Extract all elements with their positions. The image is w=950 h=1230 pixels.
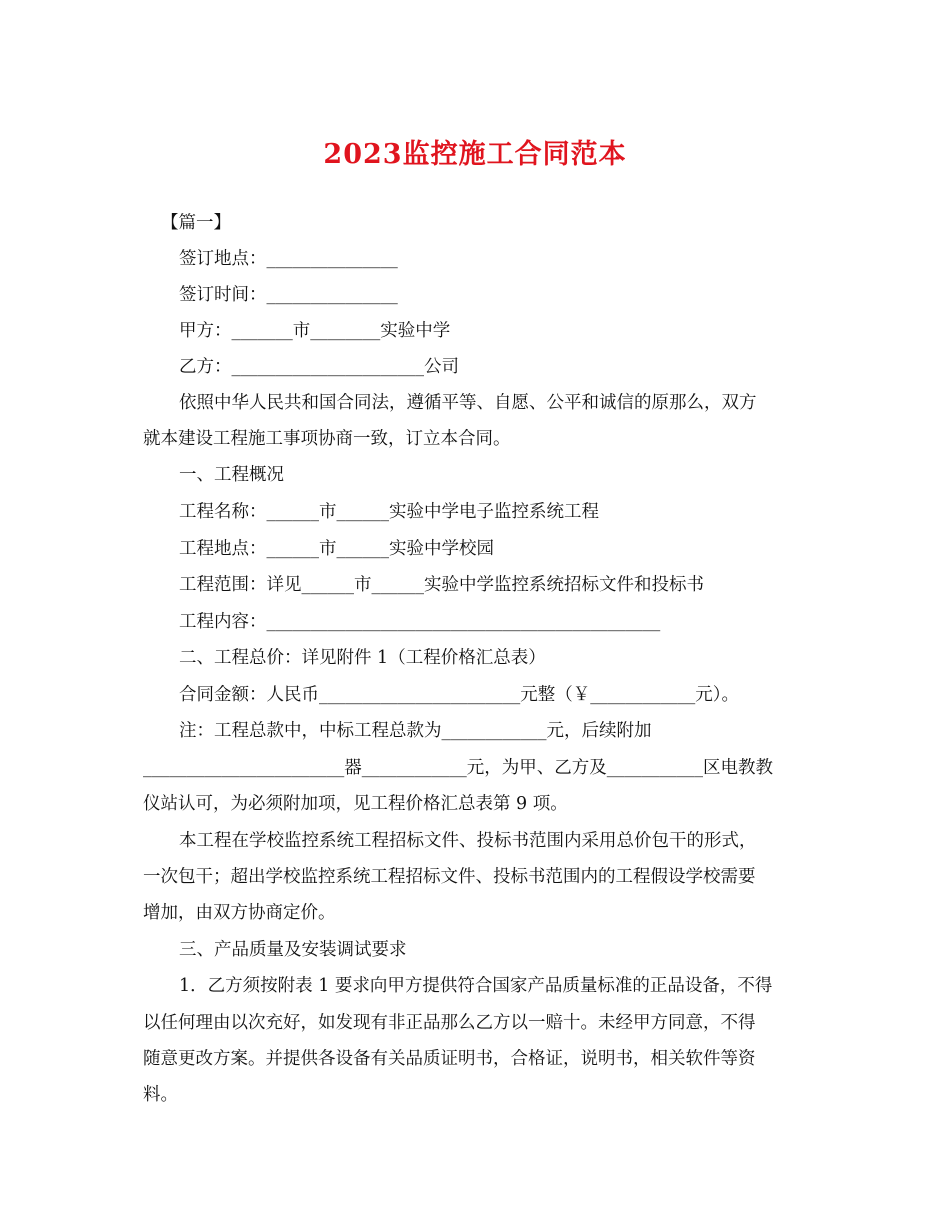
party-a-line: 甲方：_______市________实验中学 [179,321,451,341]
note-line-2: _______________________器____________元，为甲、乙方及___________区电教教 [143,758,773,778]
section-label: 【篇一】 [161,213,231,233]
intro-paragraph-line-2: 就本建设工程施工事项协商一致，订立本合同。 [143,429,511,449]
item-1-line-4: 料。 [143,1085,178,1105]
lump-sum-line-2: 一次包干；超出学校监控系统工程招标文件、投标书范围内的工程假设学校需要 [143,867,756,887]
project-content-line: 工程内容：_____________________________________________ [179,612,661,632]
note-line-3: 仪站认可，为必须附加项，见工程价格汇总表第 9 项。 [143,794,568,814]
section-1-heading: 一、工程概况 [179,465,284,485]
party-b-line: 乙方：______________________公司 [179,357,459,377]
project-name-line: 工程名称：______市______实验中学电子监控系统工程 [179,502,599,522]
note-line-1: 注：工程总款中，中标工程总款为____________元，后续附加 [179,721,652,741]
item-1-line-1: 1．乙方须按附表 1 要求向甲方提供符合国家产品质量标准的正品设备，不得 [179,976,773,996]
contract-amount-line: 合同金额：人民币_______________________元整（￥____________元）。 [179,685,739,705]
intro-paragraph-line-1: 依照中华人民共和国合同法，遵循平等、自愿、公平和诚信的原那么，双方 [179,393,757,413]
lump-sum-line-3: 增加，由双方协商定价。 [143,903,336,923]
project-scope-line: 工程范围：详见______市______实验中学监控系统招标文件和投标书 [179,575,704,595]
sign-time-line: 签订时间：_______________ [179,285,398,305]
sign-place-line: 签订地点：_______________ [179,249,398,269]
project-place-line: 工程地点：______市______实验中学校园 [179,539,494,559]
section-2-heading: 二、工程总价：详见附件 1（工程价格汇总表） [179,648,546,668]
section-3-heading: 三、产品质量及安装调试要求 [179,940,407,960]
page-title: 2023监控施工合同范本 [323,139,627,170]
lump-sum-line-1: 本工程在学校监控系统工程招标文件、投标书范围内采用总价包干的形式， [179,831,757,851]
item-1-line-2: 以任何理由以次充好，如发现有非正品那么乙方以一赔十。未经甲方同意，不得 [143,1013,756,1033]
item-1-line-3: 随意更改方案。并提供各设备有关品质证明书，合格证，说明书，相关软件等资 [143,1049,756,1069]
